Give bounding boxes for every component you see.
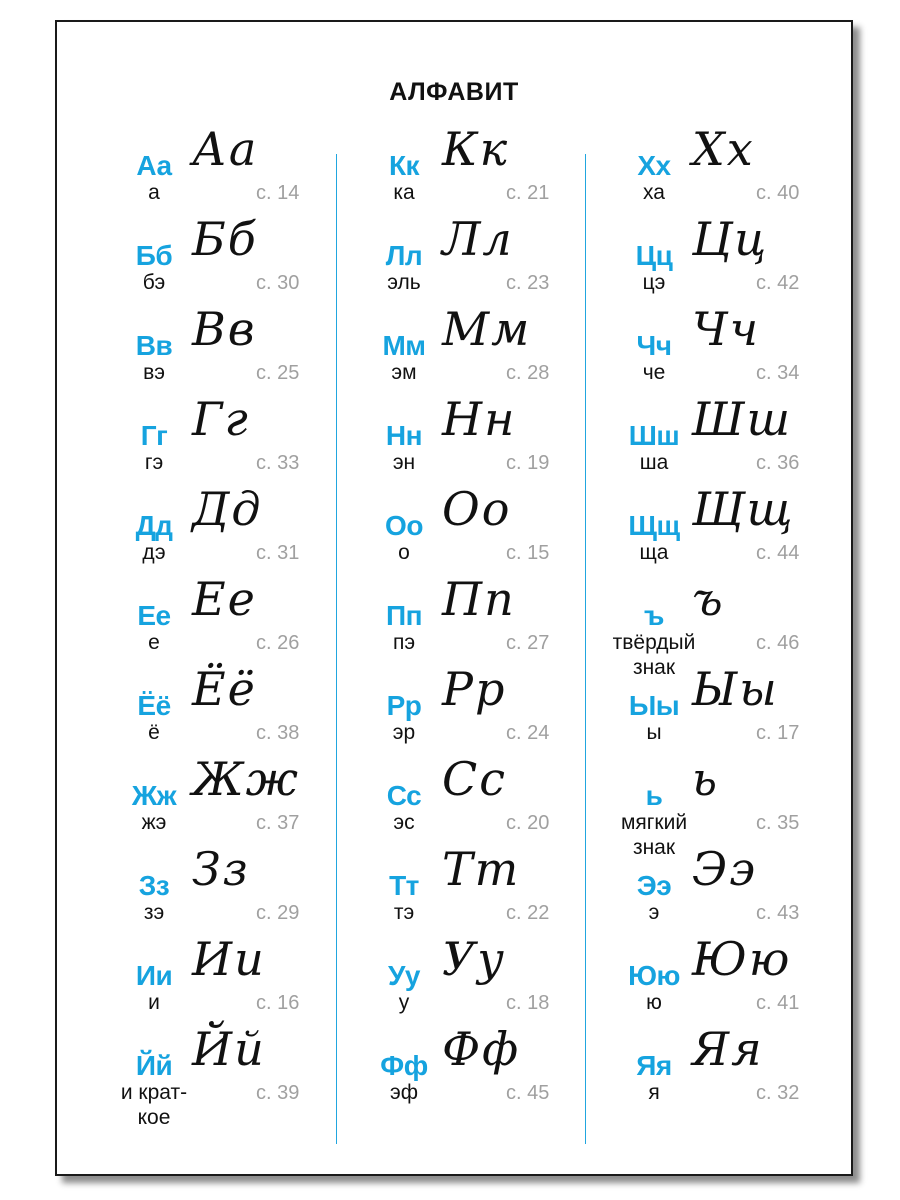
cursive-letter: Зз [192,842,250,896]
cursive-letter: ъ [692,572,725,626]
printed-letter: Ыы [628,690,680,721]
cursive-letter: Аа [192,122,259,176]
letter-entry [120,392,360,482]
cursive-letter: Жж [192,752,300,806]
cursive-letter: Ыы [692,662,779,716]
letter-entry [620,302,860,392]
page-reference: с. 14 [256,182,300,204]
letter-name: бэ [142,271,166,294]
page-reference: с. 43 [756,902,800,924]
cursive-letter: Юю [692,932,792,986]
cursive-letter: Ёё [192,662,257,716]
page-reference: с. 24 [506,722,550,744]
letter-name: и крат- кое [120,1081,188,1129]
page-reference: с. 32 [756,1082,800,1104]
letter-name: зэ [143,901,165,924]
page-reference: с. 16 [256,992,300,1014]
letter-entry [370,572,610,662]
letter-name: эль [387,271,421,294]
letter-name: ю [646,991,662,1014]
printed-letter: ь [645,780,663,811]
printed-letter: ъ [644,600,664,631]
letter-entry [120,482,360,572]
letter-entry [370,842,610,932]
letter-name: и [148,991,160,1014]
page-reference: с. 22 [506,902,550,924]
cursive-letter: Йй [192,1022,266,1076]
printed-letter: Дд [135,510,173,541]
printed-letter: Ээ [636,870,672,901]
cursive-letter: Цц [692,212,769,266]
letter-name: я [648,1081,660,1104]
printed-letter: Ёё [137,690,171,721]
printed-letter: Сс [386,780,422,811]
letter-entry [620,662,860,752]
alphabet-sheet [55,20,853,1176]
cursive-letter: Хх [692,122,755,176]
page-reference: с. 44 [756,542,800,564]
cursive-letter: Оо [442,482,512,536]
printed-letter: Рр [386,690,422,721]
printed-letter: Зз [138,870,170,901]
letter-entry [120,932,360,1022]
cursive-letter: Чч [692,302,761,356]
letter-entry [620,122,860,212]
printed-letter: Мм [382,330,426,361]
page-reference: с. 33 [256,452,300,474]
letter-name: ы [646,721,662,744]
printed-letter: Фф [380,1050,428,1081]
cursive-letter: Мм [442,302,532,356]
letter-entry [620,932,860,1022]
letter-entry [370,752,610,842]
cursive-letter: Дд [192,482,263,536]
cursive-letter: Пп [442,572,516,626]
cursive-letter: Фф [442,1022,521,1076]
page-reference: с. 45 [506,1082,550,1104]
page-reference: с. 31 [256,542,300,564]
letter-name: эф [390,1081,418,1104]
letter-entry [620,842,860,932]
cursive-letter: Рр [442,662,507,716]
cursive-letter: Ии [192,932,266,986]
printed-letter: Оо [385,510,423,541]
letter-name: цэ [642,271,666,294]
letter-entry [120,662,360,752]
page-reference: с. 39 [256,1082,300,1104]
letter-name: мягкий знак [620,811,688,859]
letter-entry [120,752,360,842]
page-reference: с. 46 [756,632,800,654]
printed-letter: Гг [140,420,168,451]
cursive-letter: Яя [692,1022,764,1076]
letter-entry [370,302,610,392]
letter-entry [620,482,860,572]
page-reference: с. 21 [506,182,550,204]
cursive-letter: Бб [192,212,258,266]
letter-entry [620,752,860,859]
letter-entry [370,1022,610,1112]
letter-name: ща [639,541,669,564]
printed-letter: Кк [388,150,420,181]
letter-entry [620,212,860,302]
cursive-letter: Ее [192,572,257,626]
cursive-letter: Шш [692,392,793,446]
letter-entry [120,212,360,302]
page-reference: с. 40 [756,182,800,204]
printed-letter: Щщ [628,510,680,541]
printed-letter: Тт [389,870,419,901]
printed-letter: Аа [136,150,172,181]
page-reference: с. 26 [256,632,300,654]
cursive-letter: Ээ [692,842,757,896]
page-title: АЛФАВИТ [389,78,519,106]
letter-name: а [148,181,160,204]
printed-letter: Нн [385,420,423,451]
printed-letter: Жж [131,780,177,811]
page-reference: с. 19 [506,452,550,474]
letter-name: че [642,361,666,384]
letter-name: жэ [141,811,167,834]
printed-letter: Лл [385,240,423,271]
printed-letter: Чч [636,330,672,361]
letter-name: ка [393,181,415,204]
printed-letter: Пп [385,600,423,631]
page-reference: с. 29 [256,902,300,924]
page-reference: с. 15 [506,542,550,564]
page-reference: с. 41 [756,992,800,1014]
letter-name: пэ [392,631,416,654]
printed-letter: Бб [135,240,173,271]
page-reference: с. 38 [256,722,300,744]
letter-name: ша [639,451,669,474]
cursive-letter: Щщ [692,482,795,536]
page-reference: с. 37 [256,812,300,834]
letter-entry [370,662,610,752]
page-reference: с. 20 [506,812,550,834]
printed-letter: Хх [637,150,671,181]
page-reference: с. 35 [756,812,800,834]
letter-entry [120,572,360,662]
letter-entry [370,122,610,212]
cursive-letter: Вв [192,302,257,356]
printed-letter: Юю [628,960,680,991]
letter-name: е [148,631,160,654]
letter-entry [612,572,860,679]
page-reference: с. 42 [756,272,800,294]
letter-name: ха [643,181,665,204]
printed-letter: Йй [135,1050,173,1081]
letter-name: у [398,991,410,1014]
page-reference: с. 23 [506,272,550,294]
printed-letter: Цц [635,240,673,271]
letter-entry [120,842,360,932]
printed-letter: Ее [137,600,171,631]
cursive-letter: Тт [442,842,521,896]
letter-name: эс [393,811,415,834]
letter-name: эм [391,361,417,384]
cursive-letter: ь [692,752,720,806]
page-reference: с. 18 [506,992,550,1014]
cursive-letter: Кк [442,122,510,176]
letter-entry [370,212,610,302]
page-reference: с. 34 [756,362,800,384]
cursive-letter: Сс [442,752,507,806]
printed-letter: Уу [388,960,420,991]
letter-name: вэ [143,361,165,384]
letter-name: эн [392,451,416,474]
printed-letter: Шш [628,420,680,451]
letter-entry [620,1022,860,1112]
letter-entry [370,932,610,1022]
printed-letter: Яя [636,1050,672,1081]
letter-name: э [648,901,660,924]
letter-entry [120,302,360,392]
letter-entry [120,1022,360,1129]
letter-name: твёрдый знак [612,631,696,679]
printed-letter: Ии [135,960,173,991]
cursive-letter: Нн [442,392,517,446]
printed-letter: Вв [135,330,173,361]
letter-name: ё [148,721,160,744]
letter-name: гэ [144,451,164,474]
letter-entry [370,482,610,572]
letter-name: тэ [393,901,415,924]
cursive-letter: Лл [442,212,514,266]
page-reference: с. 28 [506,362,550,384]
cursive-letter: Уу [442,932,506,986]
page-reference: с. 27 [506,632,550,654]
letter-name: дэ [142,541,166,564]
page-reference: с. 17 [756,722,800,744]
page-reference: с. 25 [256,362,300,384]
page-reference: с. 30 [256,272,300,294]
letter-name: эр [392,721,416,744]
cursive-letter: Гг [192,392,250,446]
letter-entry [120,122,360,212]
letter-name: о [398,541,410,564]
page-reference: с. 36 [756,452,800,474]
letter-entry [620,392,860,482]
letter-entry [370,392,610,482]
